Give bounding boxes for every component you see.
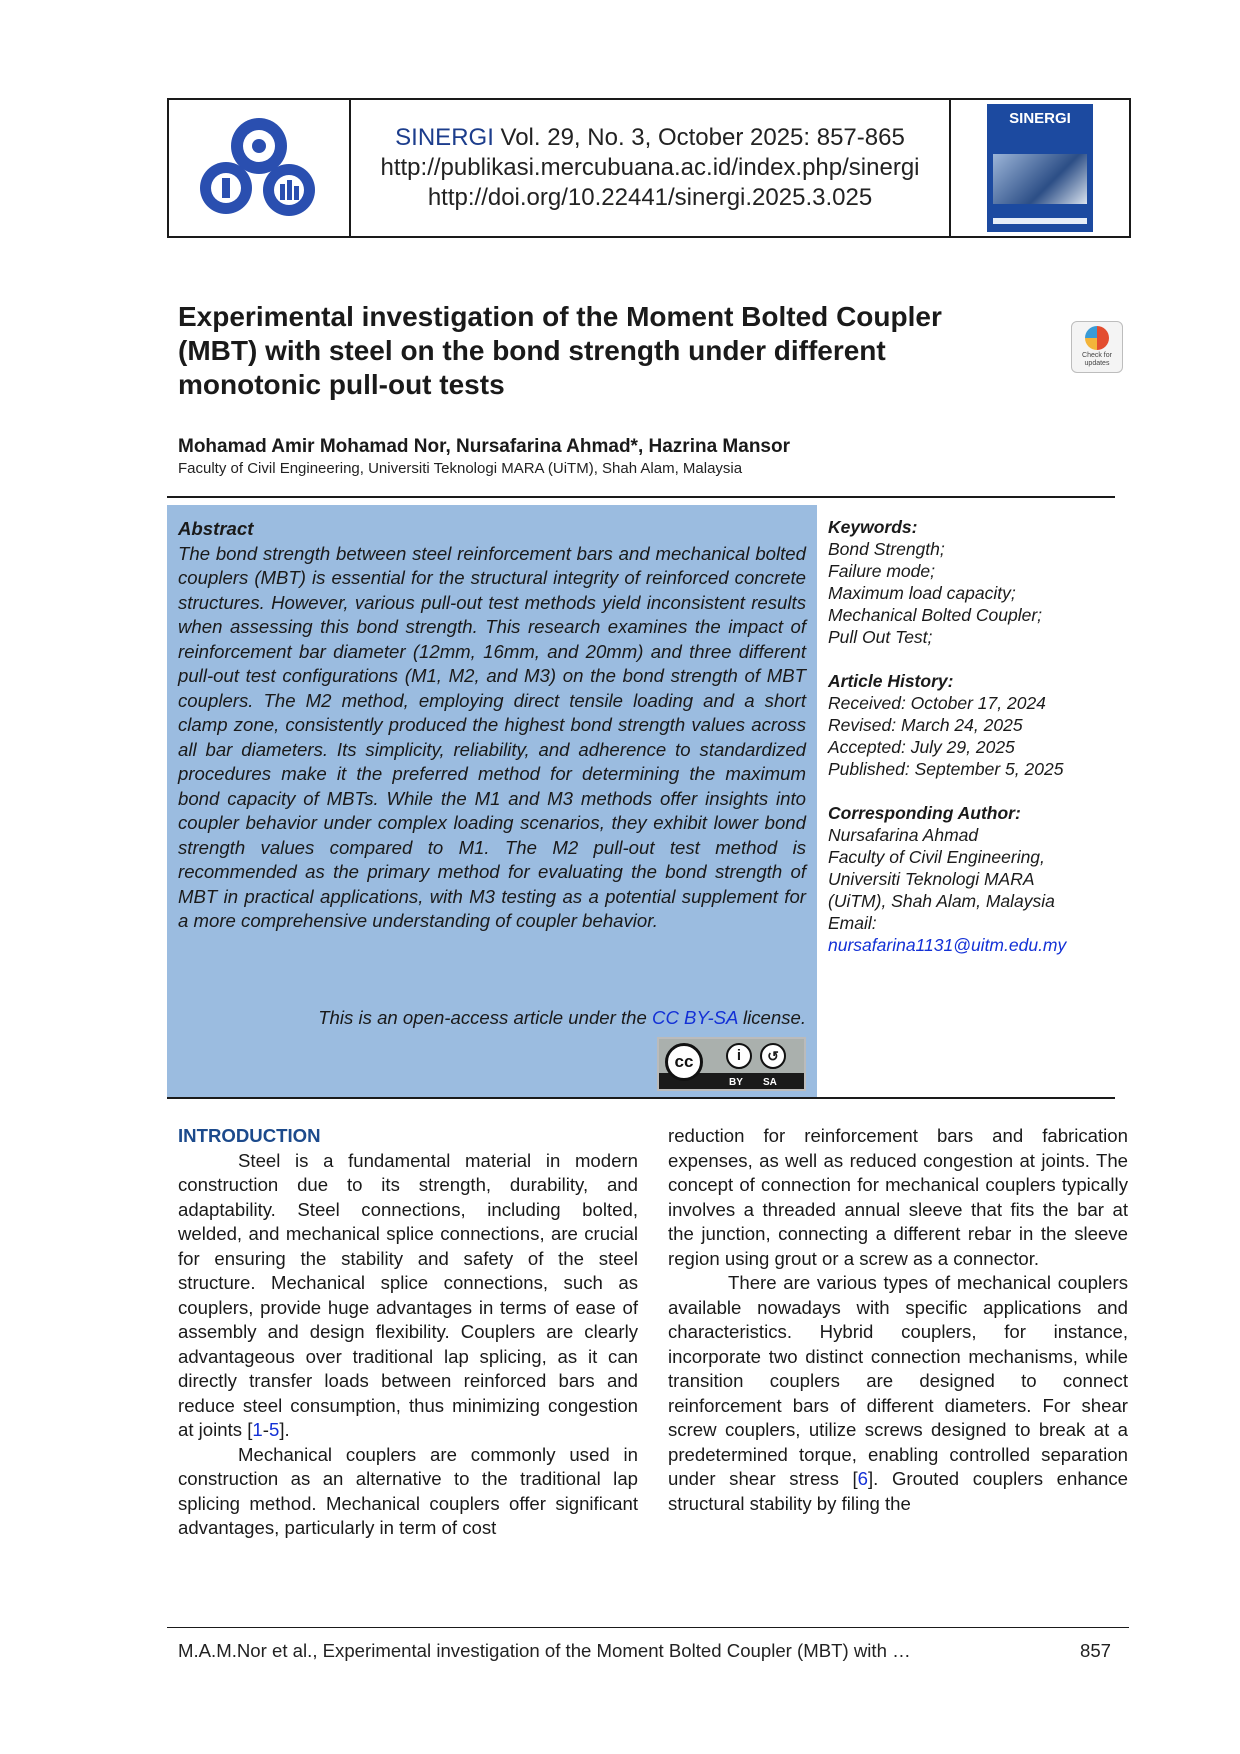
paragraph-text: - (262, 1419, 269, 1440)
abstract-heading: Abstract (178, 518, 254, 539)
citation-link[interactable]: 6 (857, 1468, 869, 1489)
license-suffix: license. (737, 1007, 806, 1028)
journal-doi[interactable]: http://doi.org/10.22441/sinergi.2025.3.025 (427, 184, 873, 211)
history-heading: Article History: (828, 671, 954, 691)
keyword-item: Mechanical Bolted Coupler; (828, 605, 1043, 625)
citation-link[interactable]: 1 (252, 1419, 263, 1440)
keywords-heading: Keywords: (828, 517, 918, 537)
cover-bar (993, 218, 1087, 224)
top-divider (167, 496, 1115, 498)
license-note (178, 1007, 806, 1029)
crossmark-button[interactable] (1071, 321, 1123, 373)
volume-info: Vol. 29, No. 3, October 2025: 857-865 (493, 124, 905, 151)
abstract-body: The bond strength between steel reinforcement bars and mechanical bolted couplers (MBT) is essential for the structural integrity of reinforced concrete structures. However, various pull-out test methods yield inconsistent results when assessing this bond strength. This research examines the impact of reinforcement bar diameter (12mm, 16mm, and 20mm) and three different pull-out test configurations (M1, M2, and M3) on the bond strength of MBT couplers. The M2 method, employing direct tensile loading and a short clamp zone, consistently produced the highest bond strength values across all bar diameters. Its simplicity, reliability, and adherence to standardized procedures make it the preferred method for determining the maximum bond capacity of MBTs. While the M1 and M3 methods offer insights into coupler behavior under complex loading scenarios, they exhibit lower bond strength values compared to M1. The M2 pull-out test method is recommended as the primary method for evaluating the bond strength of MBT in practical applications, with M3 testing as a potential supplement for a more comprehensive understanding of coupler behavior. (178, 542, 806, 931)
cover-cell (949, 100, 1129, 236)
journal-header (167, 98, 1131, 238)
corresponding-line1: Faculty of Civil Engineering, (828, 847, 1045, 867)
crossmark-icon (1085, 326, 1109, 350)
license-link[interactable]: CC BY-SA (652, 1007, 738, 1028)
citation-link[interactable]: 5 (268, 1419, 280, 1440)
article-sidebar (828, 516, 1118, 956)
abstract-bottom-divider (167, 1097, 1115, 1099)
cc-icon: cc (665, 1043, 703, 1081)
journal-url[interactable]: http://publikasi.mercubuana.ac.id/index.php/sinergi (380, 154, 920, 181)
paragraph: Mechanical couplers are commonly used in construction as an alternative to the traditional lap splicing method. Mechanical couplers offer significant advantages, particularly in term of cost (178, 1443, 638, 1538)
journal-info (351, 100, 949, 236)
author-list: Mohamad Amir Mohamad Nor, Nursafarina Ahmad*, Hazrina Mansor (178, 436, 790, 457)
abstract-box (167, 505, 817, 1097)
corresponding-line3: (UiTM), Shah Alam, Malaysia (828, 891, 1055, 911)
keyword-item: Maximum load capacity; (828, 583, 1016, 603)
corresponding-heading: Corresponding Author: (828, 803, 1021, 823)
paragraph-text: ]. (279, 1419, 290, 1440)
email-link[interactable]: nursafarina1131@uitm.edu.my (828, 935, 1067, 955)
body-right-column (668, 1124, 1128, 1516)
cover-title: SINERGI (1009, 110, 1071, 127)
journal-cover-image (987, 104, 1093, 232)
journal-name: SINERGI (395, 124, 494, 151)
keyword-item: Failure mode; (828, 561, 935, 581)
affiliation: Faculty of Civil Engineering, Universiti Teknologi MARA (UiTM), Shah Alam, Malaysia (178, 460, 743, 477)
footer-citation: M.A.M.Nor et al., Experimental investigation of the Moment Bolted Coupler (MBT) with … (178, 1640, 911, 1661)
sa-label: SA (763, 1077, 777, 1088)
crossmark-label: Check for updates (1082, 352, 1112, 367)
attribution-icon: i (726, 1043, 752, 1069)
journal-volume-line (395, 123, 905, 153)
introduction-heading: INTRODUCTION (178, 1125, 321, 1146)
journal-logo (169, 100, 351, 236)
history-accepted: Accepted: July 29, 2025 (828, 737, 1015, 757)
article-title: Experimental investigation of the Moment Bolted Coupler (MBT) with steel on the bond strength under different monotonic pull-out tests (178, 301, 942, 400)
share-alike-icon: ↺ (760, 1043, 786, 1069)
paragraph (668, 1271, 1128, 1516)
cc-by-sa-badge[interactable] (657, 1037, 806, 1091)
page-number: 857 (1080, 1640, 1112, 1661)
corresponding-name: Nursafarina Ahmad (828, 825, 979, 845)
history-received: Received: October 17, 2024 (828, 693, 1046, 713)
history-published: Published: September 5, 2025 (828, 759, 1064, 779)
paragraph: reduction for reinforcement bars and fabrication expenses, as well as reduced congestion at joints. The concept of connection for mechanical couplers typically involves a threaded annual sleeve that fits the bar at the junction, connecting a different rebar in the sleeve region using grout or a screw as a connector. (668, 1125, 1128, 1269)
footer-divider (167, 1627, 1129, 1628)
paragraph (178, 1149, 638, 1443)
keyword-item: Bond Strength; (828, 539, 945, 559)
license-prefix: This is an open-access article under the (318, 1007, 653, 1028)
gears-logo-icon (184, 108, 334, 228)
body-left-column (178, 1124, 638, 1541)
history-revised: Revised: March 24, 2025 (828, 715, 1023, 735)
paragraph-text: Steel is a fundamental material in modern construction due to its strength, durability, and adaptability. Steel connections, including bolted, welded, and mechanical splice connections, are crucial for ensuring the stability and safety of the steel structure. Mechanical splice connections, such as couplers, provide huge advantages in terms of ease of assembly and design flexibility. Couplers are clearly advantageous over traditional lap splicing, as it can directly transfer loads between reinforced bars and reduce steel consumption, thus minimizing congestion at joints [ (178, 1149, 638, 1440)
keyword-item: Pull Out Test; (828, 627, 933, 647)
by-label: BY (729, 1077, 743, 1088)
cover-photo (993, 154, 1087, 204)
paragraph-text: There are various types of mechanical couplers available nowadays with specific applications and characteristics. Hybrid couplers, for instance, incorporate two distinct connection mechanisms, while transition couplers are designed to connect reinforcement bars of different diameters. For shear screw couplers, utilize screws designed to break at a predetermined torque, enabling controlled separation under shear stress [ (668, 1272, 1128, 1489)
corresponding-line2: Universiti Teknologi MARA (828, 869, 1035, 889)
email-label: Email: (828, 913, 877, 933)
paragraph-text: ]. Grouted couplers enhance structural stability by filing the (668, 1468, 1128, 1514)
